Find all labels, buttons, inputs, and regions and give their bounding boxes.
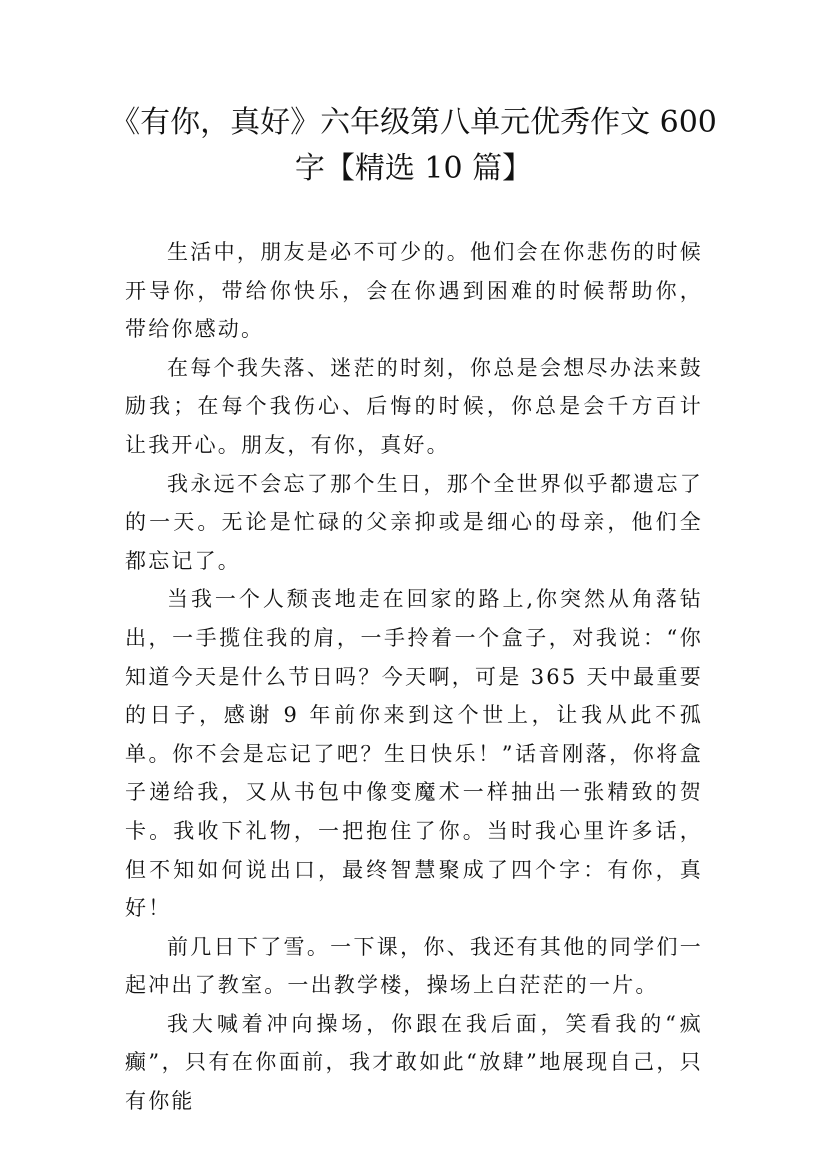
- paragraph-5: 前几日下了雪。一下课，你、我还有其他的同学们一起冲出了教室。一出教学楼，操场上白茫茫的一片。: [125, 934, 703, 998]
- title-line-2: 字【精选 10 篇】: [294, 151, 533, 186]
- title-line-1: 《有你，真好》六年级第八单元优秀作文 600: [110, 105, 717, 140]
- paragraph-4: 当我一个人颓丧地走在回家的路上,你突然从角落钻出，一手揽住我的肩，一手拎着一个盒子，对我说：“你知道今天是什么节日吗？今天啊，可是 365 天中最重要的日子，感谢 9 年前你来到这个世上，让我从此不孤单。你不会是忘记了吧？生日快乐！”话音刚落，你将盒子递给我，又从书包中像变魔术一样抽出一张精致的贺卡。我收下礼物，一把抱住了你。当时我心里许多话，但不知如何说出口，最终智慧聚成了四个字：有你，真好！: [125, 587, 703, 921]
- document-body: [125, 233, 703, 1121]
- paragraph-3: 我永远不会忘了那个生日，那个全世界似乎都遗忘了的一天。无论是忙碌的父亲抑或是细心的母亲，他们全都忘记了。: [125, 471, 703, 573]
- paragraph-2: 在每个我失落、迷茫的时刻，你总是会想尽办法来鼓励我；在每个我伤心、后悔的时候，你总是会千方百计让我开心。朋友，有你，真好。: [125, 355, 703, 457]
- document-title: [110, 100, 717, 192]
- paragraph-1: 生活中，朋友是必不可少的。他们会在你悲伤的时候开导你，带给你快乐，会在你遇到困难的时候帮助你，带给你感动。: [125, 240, 703, 342]
- paragraph-6: 我大喊着冲向操场，你跟在我后面，笑看我的“疯癫”，只有在你面前，我才敢如此“放肆”地展现自己，只有你能: [125, 1011, 703, 1114]
